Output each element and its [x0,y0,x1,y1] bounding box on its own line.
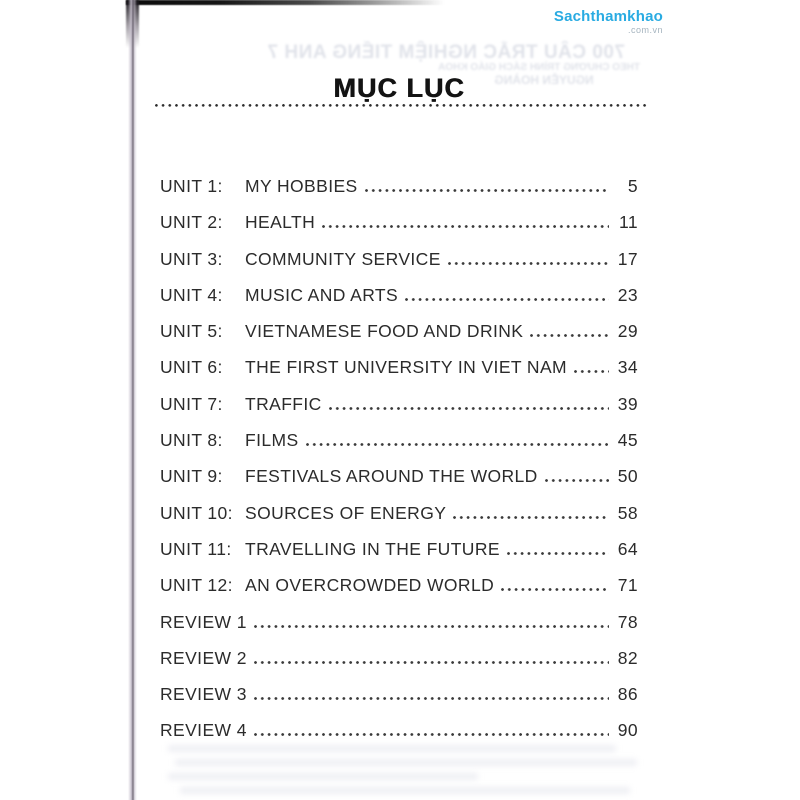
watermark-domain: .com.vn [627,25,663,35]
dot-leader [574,370,609,373]
dot-leader [405,298,609,301]
toc-entry-page: 45 [617,430,638,451]
toc-entry-page: 11 [619,212,638,233]
bleed-through-line-1: 700 CÂU TRẮC NGHIỆM TIẾNG ANH 7 [267,42,625,63]
toc-entry-label: REVIEW 2 [160,647,247,668]
toc-row [160,430,638,466]
toc-row [160,176,638,212]
toc-entry-title: SOURCES OF ENERGY [245,502,447,523]
dot-leader [545,479,609,482]
scan-page-edge-line [128,0,137,800]
dot-leader [530,334,609,337]
toc-entry-title: HEALTH [245,212,316,233]
toc-entry-page: 29 [617,321,638,342]
toc-entry-title: THE FIRST UNIVERSITY IN VIET NAM [245,357,568,378]
bleed-through-smudge [175,759,637,766]
toc-entry-page: 71 [617,575,638,596]
toc-entry-title: COMMUNITY SERVICE [245,248,441,269]
toc-entry-page: 17 [617,248,638,269]
toc-entry-title: AN OVERCROWDED WORLD [245,575,495,596]
toc-row [160,212,638,248]
toc-entry-title: VIETNAMESE FOOD AND DRINK [245,321,524,342]
toc-row [160,321,638,357]
toc-entry-label: UNIT 12: [160,575,233,596]
toc-entry-label: UNIT 6: [160,357,223,378]
toc-entry-page: 58 [617,502,638,523]
bleed-through-smudge [168,773,478,780]
toc-entry-label: UNIT 9: [160,466,223,487]
toc-entry-page: 82 [617,647,638,668]
toc-entry-page: 50 [617,466,638,487]
toc-row [160,648,638,684]
bleed-through-line-3: NGUYỄN HOÀNG [494,73,594,87]
toc-row [160,249,638,285]
dot-leader [448,262,609,265]
toc-entry-page: 39 [617,393,638,414]
page-title: MỤC LỤC [333,73,465,103]
dot-leader [329,407,609,410]
toc-row [160,357,638,393]
table-of-contents [160,176,638,757]
dot-leader [453,516,609,519]
toc-row [160,612,638,648]
dot-leader [365,189,609,192]
dot-leader [306,443,609,446]
dot-leader [254,733,609,736]
toc-entry-title: TRAVELLING IN THE FUTURE [245,538,500,559]
toc-entry-label: UNIT 11: [160,538,232,559]
toc-entry-label: UNIT 8: [160,430,223,451]
toc-entry-page: 78 [617,611,638,632]
bleed-through-smudge [168,745,616,752]
toc-entry-label: UNIT 7: [160,393,223,414]
toc-entry-title: FESTIVALS AROUND THE WORLD [245,466,538,487]
toc-entry-label: UNIT 2: [160,212,223,233]
dot-leader [322,225,609,228]
toc-entry-title: TRAFFIC [245,393,322,414]
toc-entry-page: 34 [617,357,638,378]
dot-leader [254,625,609,628]
dotted-rule [155,103,647,108]
watermark-brand: Sachthamkhao [553,8,663,25]
toc-entry-label: UNIT 5: [160,321,223,342]
dot-leader [501,588,609,591]
toc-row [160,539,638,575]
toc-entry-label: UNIT 1: [160,176,223,196]
dot-leader [254,661,609,664]
toc-entry-page: 23 [617,284,638,305]
watermark-logo [554,9,663,35]
toc-entry-title: MUSIC AND ARTS [245,284,399,305]
toc-row [160,503,638,539]
toc-entry-label: REVIEW 1 [160,611,247,632]
toc-entry-label: UNIT 3: [160,248,223,269]
toc-entry-page: 5 [627,176,638,196]
toc-row [160,575,638,611]
toc-row [160,466,638,502]
scan-top-edge-shadow [126,0,461,5]
bleed-through-smudge [180,787,630,794]
toc-entry-title: FILMS [245,430,299,451]
toc-entry-label: UNIT 10: [160,502,233,523]
dot-leader [507,552,609,555]
dot-leader [254,697,609,700]
bleed-through-line-2: THEO CHƯƠNG TRÌNH SÁCH GIÁO KHOA [438,62,640,73]
toc-entry-page: 86 [617,684,638,705]
toc-row [160,285,638,321]
toc-entry-page: 90 [617,720,638,741]
toc-entry-label: UNIT 4: [160,284,223,305]
toc-row [160,684,638,720]
toc-entry-title: MY HOBBIES [245,176,358,196]
toc-entry-page: 64 [617,538,638,559]
toc-entry-label: REVIEW 4 [160,720,247,741]
toc-row [160,394,638,430]
toc-entry-label: REVIEW 3 [160,684,247,705]
